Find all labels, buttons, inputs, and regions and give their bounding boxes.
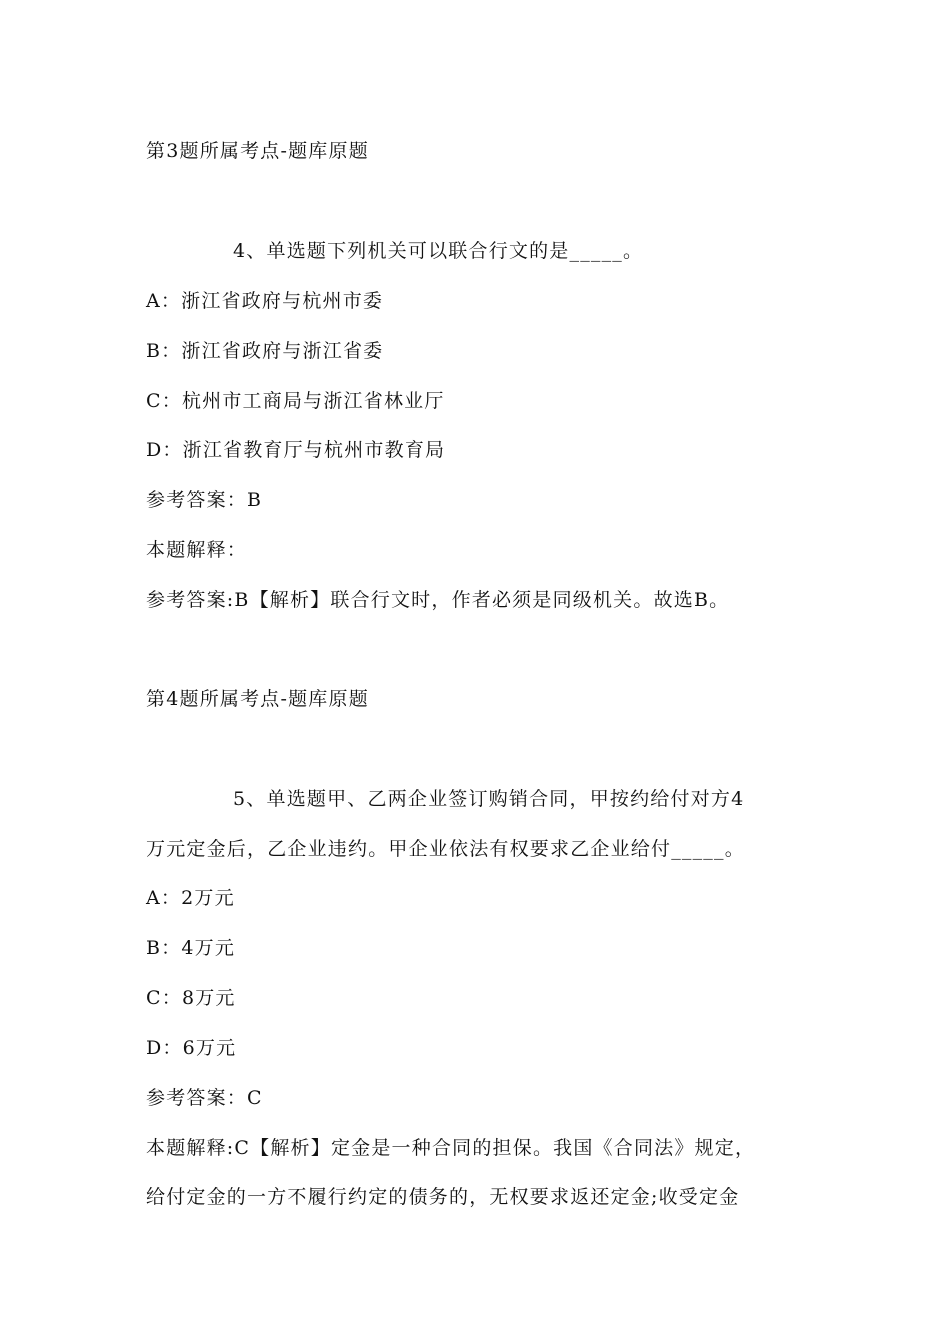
q4-option-b: B：浙江省政府与浙江省委 [146, 340, 384, 362]
q4-topic-footer: 第4题所属考点-题库原题 [146, 688, 369, 710]
q3-topic-footer: 第3题所属考点-题库原题 [146, 140, 369, 162]
q5-option-d: D：6万元 [146, 1037, 237, 1059]
q4-option-a: A：浙江省政府与杭州市委 [146, 290, 384, 312]
q4-option-d: D：浙江省教育厅与杭州市教育局 [146, 439, 446, 461]
q5-stem-line2: 万元定金后，乙企业违约。甲企业依法有权要求乙企业给付_____。 [146, 838, 745, 860]
q4-explanation: 参考答案:B【解析】联合行文时，作者必须是同级机关。故选B。 [146, 589, 730, 611]
q4-stem: 4、单选题下列机关可以联合行文的是_____。 [233, 240, 644, 262]
q4-explain-label: 本题解释： [146, 539, 248, 561]
q5-option-c: C：8万元 [146, 987, 236, 1009]
q5-option-b: B：4万元 [146, 937, 236, 959]
q5-explanation-line1: 本题解释:C【解析】定金是一种合同的担保。我国《合同法》规定， [146, 1137, 756, 1159]
q4-option-c: C：杭州市工商局与浙江省林业厅 [146, 390, 445, 412]
q4-answer: 参考答案：B [146, 489, 263, 511]
q5-explanation-line2: 给付定金的一方不履行约定的债务的，无权要求返还定金;收受定金 [146, 1186, 740, 1208]
q5-option-a: A：2万元 [146, 887, 235, 909]
q5-stem-line1: 5、单选题甲、乙两企业签订购销合同，甲按约给付对方4 [233, 788, 745, 810]
q5-answer: 参考答案：C [146, 1087, 263, 1109]
